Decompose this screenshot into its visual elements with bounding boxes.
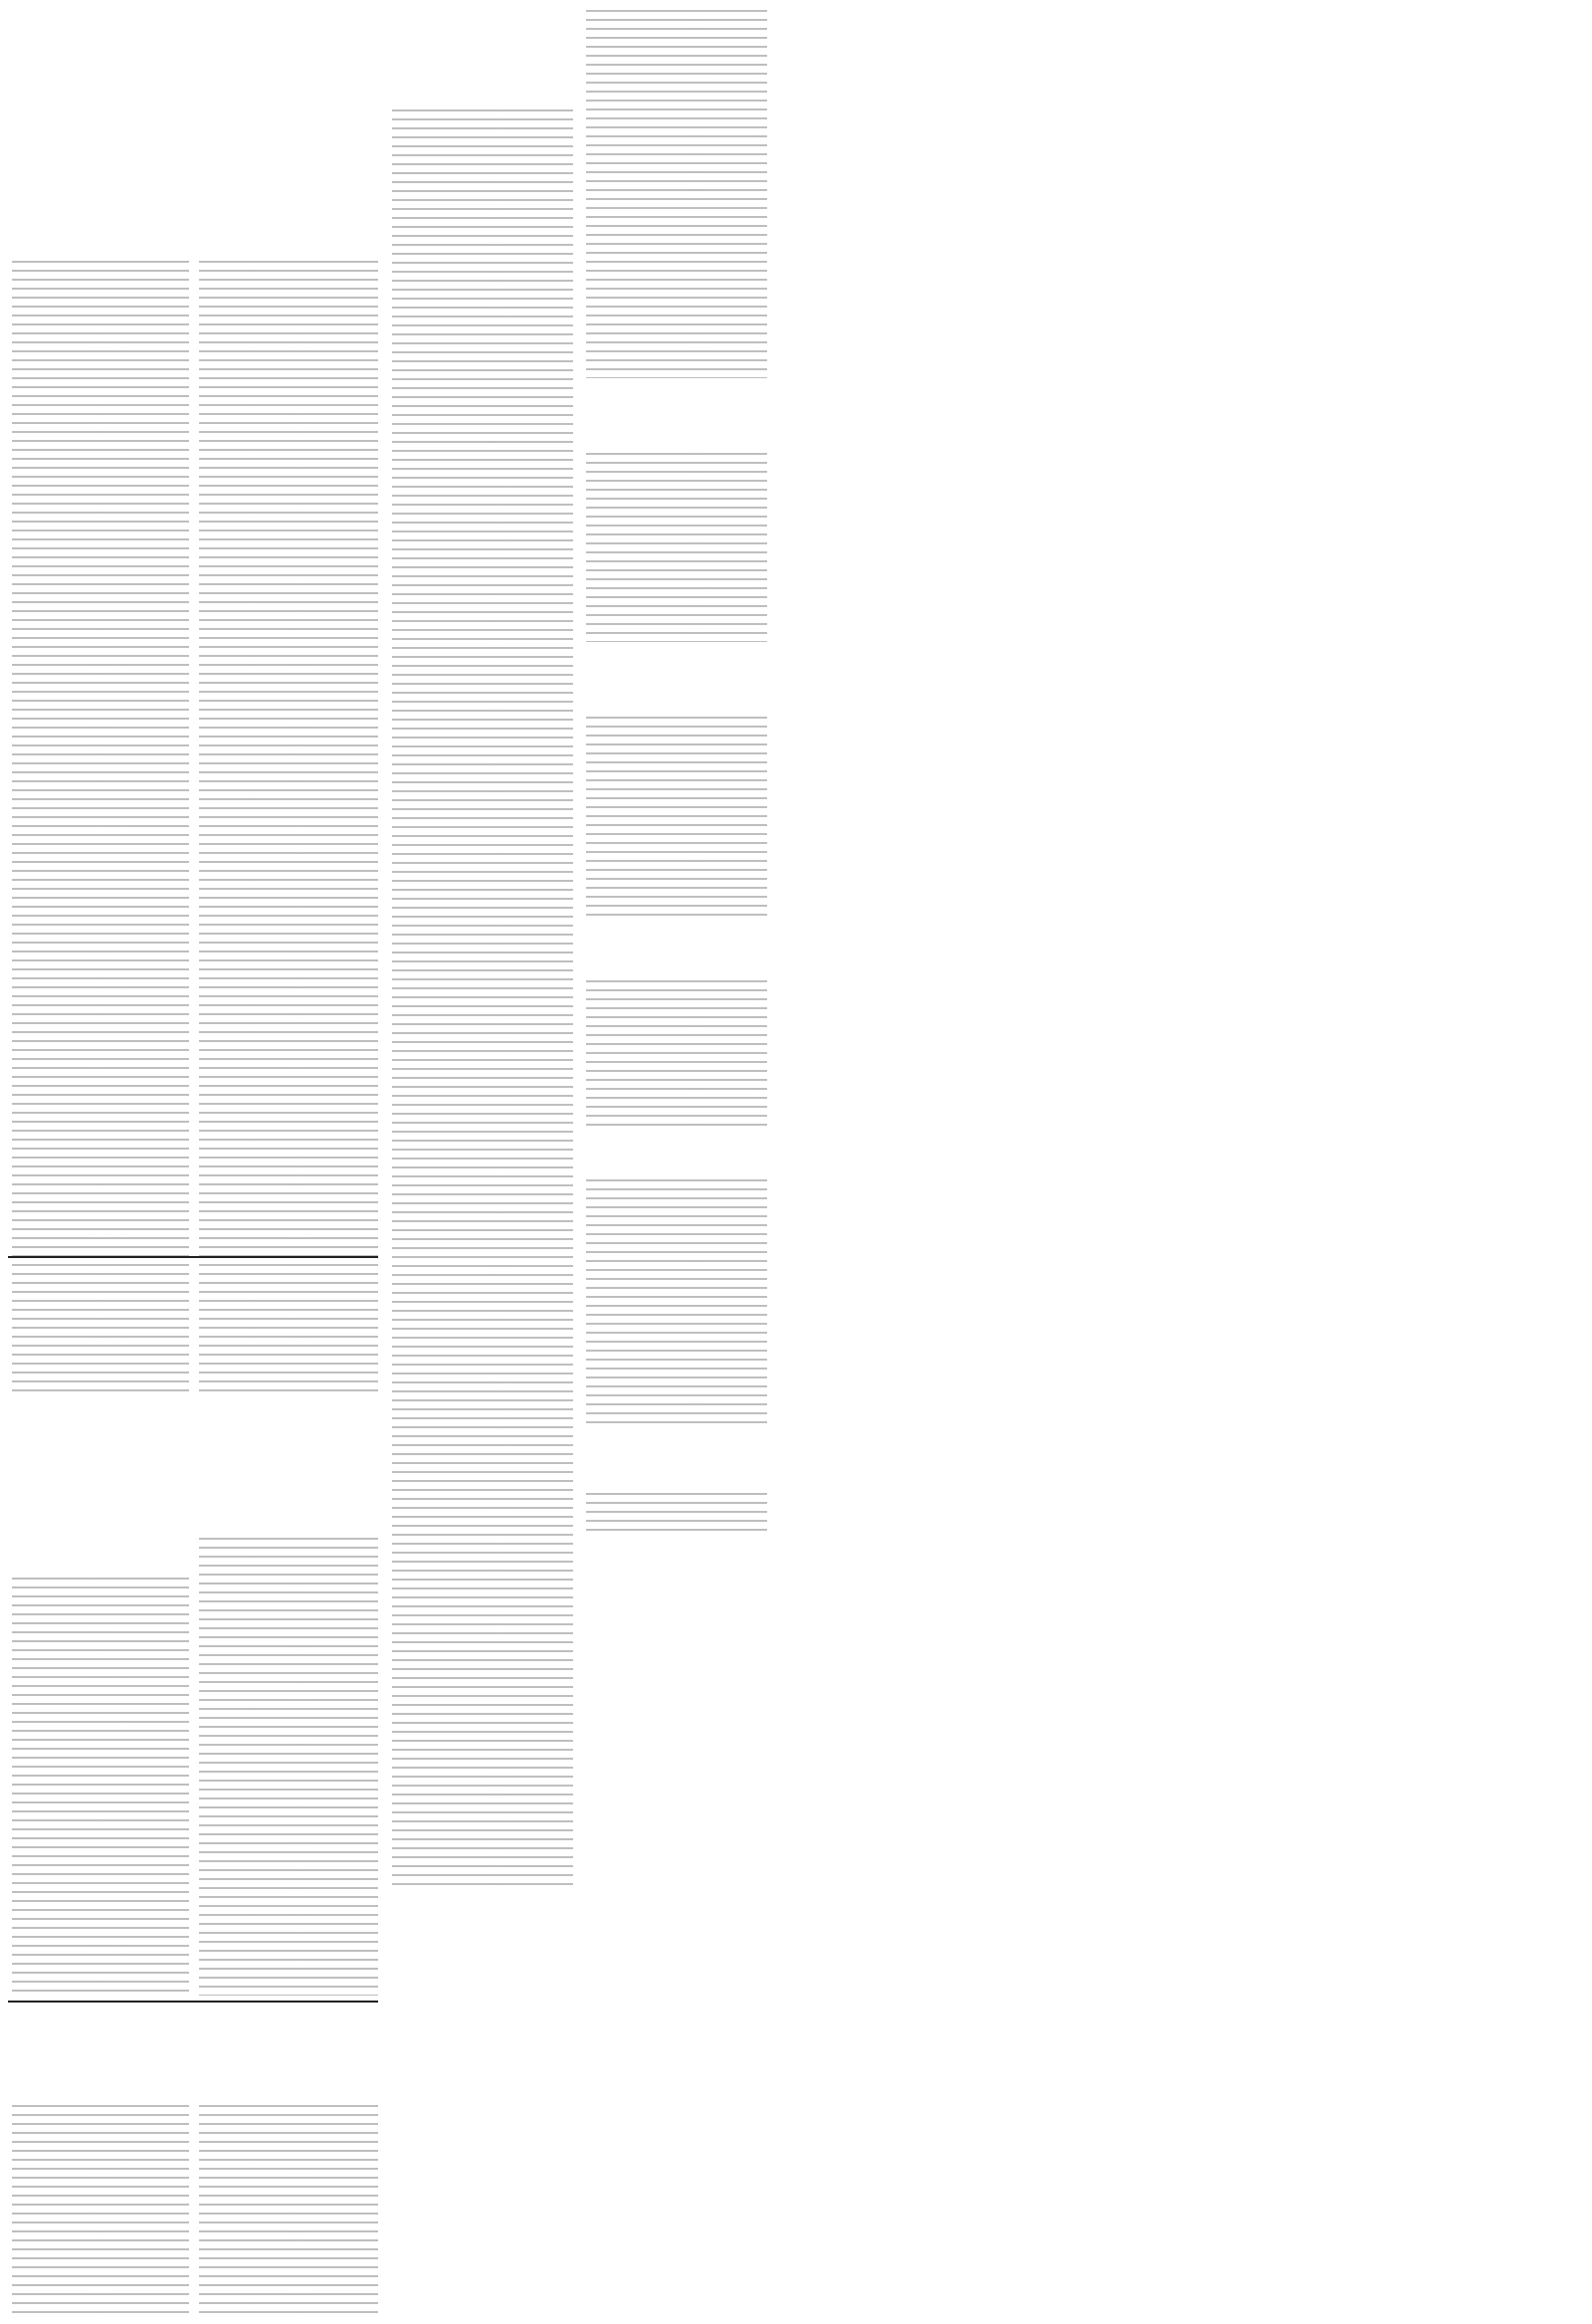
left-body-text-5 (12, 2105, 189, 2314)
left-divider (8, 1256, 378, 1258)
left-divider-2 (8, 2001, 378, 2003)
center-lead (587, 0, 1194, 1543)
col2-body-text (392, 109, 573, 1891)
left-body-text-2 (199, 261, 378, 1395)
second-column (388, 0, 577, 1891)
left-body-text-3 (12, 1578, 189, 1996)
left-body-text-6 (199, 2105, 378, 2314)
left-body-text-4 (199, 1538, 378, 1996)
left-column (0, 0, 383, 2324)
left-body-text-1 (12, 261, 189, 1395)
